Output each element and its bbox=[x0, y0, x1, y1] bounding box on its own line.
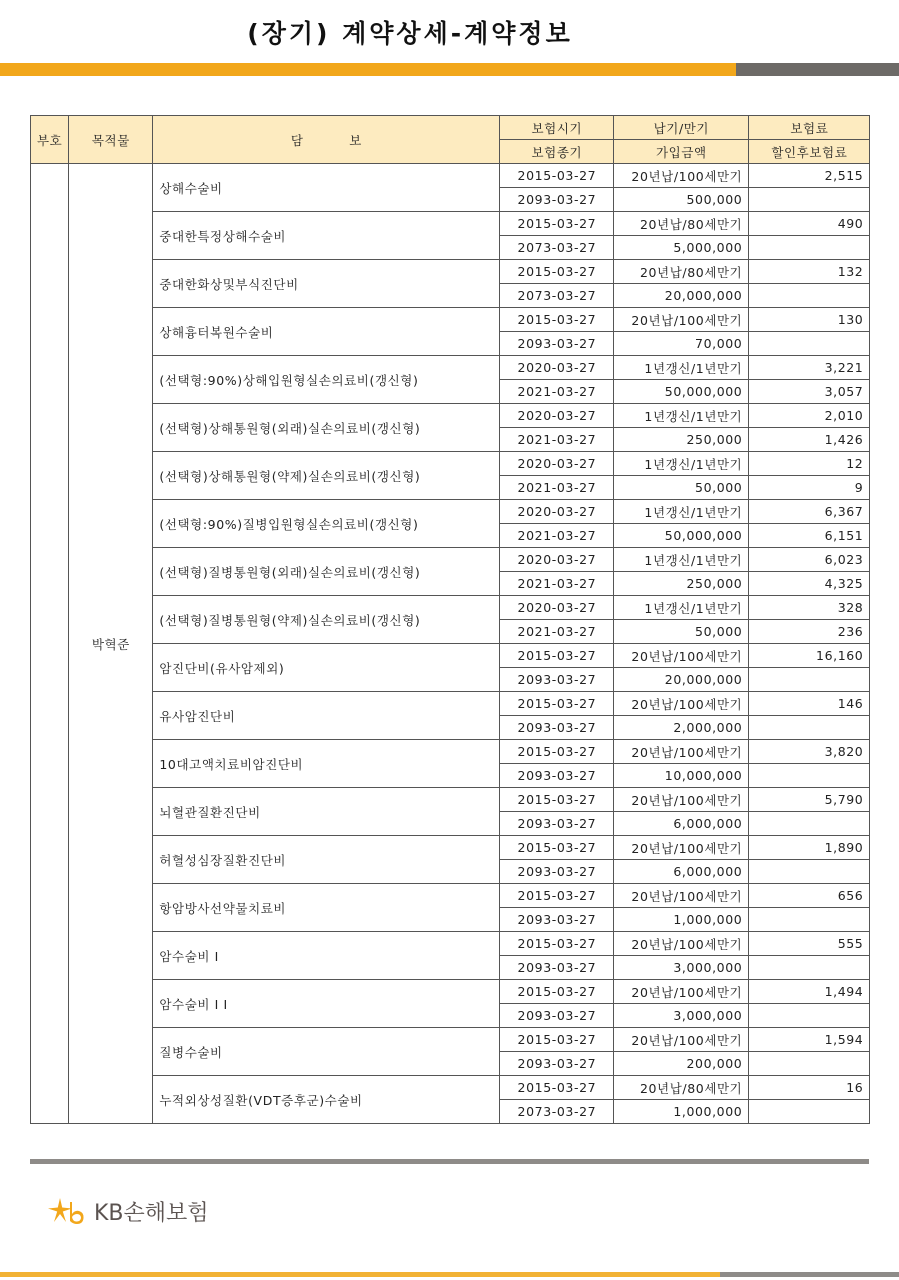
pay-period-cell: 20년납/80세만기 bbox=[614, 212, 749, 236]
pay-period-cell: 1년갱신/1년만기 bbox=[614, 452, 749, 476]
premium-cell: 12 bbox=[749, 452, 870, 476]
pay-period-cell: 20년납/100세만기 bbox=[614, 836, 749, 860]
amount-cell: 1,000,000 bbox=[614, 1100, 749, 1124]
table-row bbox=[31, 164, 870, 188]
amount-cell: 50,000,000 bbox=[614, 380, 749, 404]
pay-period-cell: 20년납/100세만기 bbox=[614, 308, 749, 332]
table-row bbox=[31, 404, 870, 428]
pay-period-cell: 20년납/100세만기 bbox=[614, 692, 749, 716]
premium-cell: 3,221 bbox=[749, 356, 870, 380]
discounted-premium-cell bbox=[749, 188, 870, 212]
pay-period-cell: 20년납/100세만기 bbox=[614, 788, 749, 812]
amount-cell: 50,000 bbox=[614, 620, 749, 644]
start-date-cell: 2015-03-27 bbox=[500, 644, 614, 668]
bottom-stripe bbox=[0, 1272, 899, 1280]
header-row bbox=[31, 116, 870, 140]
premium-cell: 1,594 bbox=[749, 1028, 870, 1052]
target-name-cell: 박혁준 bbox=[69, 164, 153, 1124]
pay-period-cell: 20년납/100세만기 bbox=[614, 980, 749, 1004]
table-row bbox=[31, 356, 870, 380]
premium-cell: 490 bbox=[749, 212, 870, 236]
discounted-premium-cell bbox=[749, 956, 870, 980]
end-date-cell: 2073-03-27 bbox=[500, 1100, 614, 1124]
start-date-cell: 2015-03-27 bbox=[500, 308, 614, 332]
amount-cell: 2,000,000 bbox=[614, 716, 749, 740]
table-row bbox=[31, 740, 870, 764]
table-row bbox=[31, 596, 870, 620]
col-header-end: 보험종기 bbox=[500, 140, 614, 164]
coverage-name-cell: (선택형)상해통원형(약제)실손의료비(갱신형) bbox=[153, 452, 500, 500]
amount-cell: 6,000,000 bbox=[614, 860, 749, 884]
coverage-name-cell: 암수술비 I I bbox=[153, 980, 500, 1028]
discounted-premium-cell: 6,151 bbox=[749, 524, 870, 548]
discounted-premium-cell bbox=[749, 284, 870, 308]
start-date-cell: 2015-03-27 bbox=[500, 980, 614, 1004]
kb-star-icon bbox=[48, 1196, 88, 1226]
logo-text: KB손해보험 bbox=[94, 1200, 209, 1226]
coverage-name-cell: (선택형)질병통원형(약제)실손의료비(갱신형) bbox=[153, 596, 500, 644]
end-date-cell: 2021-03-27 bbox=[500, 380, 614, 404]
coverage-name-cell: 뇌혈관질환진단비 bbox=[153, 788, 500, 836]
end-date-cell: 2073-03-27 bbox=[500, 236, 614, 260]
coverage-name-cell: 허혈성심장질환진단비 bbox=[153, 836, 500, 884]
premium-cell: 132 bbox=[749, 260, 870, 284]
coverage-name-cell: 10대고액치료비암진단비 bbox=[153, 740, 500, 788]
end-date-cell: 2093-03-27 bbox=[500, 716, 614, 740]
pay-period-cell: 1년갱신/1년만기 bbox=[614, 356, 749, 380]
table-row bbox=[31, 308, 870, 332]
pay-period-cell: 20년납/100세만기 bbox=[614, 932, 749, 956]
start-date-cell: 2015-03-27 bbox=[500, 164, 614, 188]
coverage-name-cell: (선택형)상해통원형(외래)실손의료비(갱신형) bbox=[153, 404, 500, 452]
table-row bbox=[31, 836, 870, 860]
premium-cell: 16,160 bbox=[749, 644, 870, 668]
discounted-premium-cell bbox=[749, 1004, 870, 1028]
amount-cell: 50,000,000 bbox=[614, 524, 749, 548]
discounted-premium-cell: 1,426 bbox=[749, 428, 870, 452]
end-date-cell: 2093-03-27 bbox=[500, 332, 614, 356]
discounted-premium-cell bbox=[749, 236, 870, 260]
coverage-name-cell: (선택형)질병통원형(외래)실손의료비(갱신형) bbox=[153, 548, 500, 596]
premium-cell: 2,515 bbox=[749, 164, 870, 188]
col-header-target: 목적물 bbox=[69, 116, 153, 164]
coverage-name-cell: 항암방사선약물치료비 bbox=[153, 884, 500, 932]
start-date-cell: 2015-03-27 bbox=[500, 740, 614, 764]
coverage-name-cell: 상해흉터복원수술비 bbox=[153, 308, 500, 356]
table-row bbox=[31, 932, 870, 956]
discounted-premium-cell bbox=[749, 860, 870, 884]
discounted-premium-cell bbox=[749, 332, 870, 356]
discounted-premium-cell bbox=[749, 812, 870, 836]
amount-cell: 3,000,000 bbox=[614, 956, 749, 980]
coverage-name-cell: 중대한화상및부식진단비 bbox=[153, 260, 500, 308]
table-row bbox=[31, 644, 870, 668]
col-header-pay-period: 납기/만기 bbox=[614, 116, 749, 140]
table-row bbox=[31, 500, 870, 524]
coverage-name-cell: 유사암진단비 bbox=[153, 692, 500, 740]
pay-period-cell: 20년납/100세만기 bbox=[614, 164, 749, 188]
coverage-name-cell: (선택형:90%)상해입원형실손의료비(갱신형) bbox=[153, 356, 500, 404]
amount-cell: 1,000,000 bbox=[614, 908, 749, 932]
table-row bbox=[31, 980, 870, 1004]
amount-cell: 6,000,000 bbox=[614, 812, 749, 836]
table-row bbox=[31, 1076, 870, 1100]
end-date-cell: 2093-03-27 bbox=[500, 908, 614, 932]
end-date-cell: 2021-03-27 bbox=[500, 428, 614, 452]
start-date-cell: 2015-03-27 bbox=[500, 212, 614, 236]
footer-divider bbox=[30, 1159, 869, 1164]
pay-period-cell: 1년갱신/1년만기 bbox=[614, 404, 749, 428]
premium-cell: 555 bbox=[749, 932, 870, 956]
col-header-amount: 가입금액 bbox=[614, 140, 749, 164]
col-header-coverage: 담 보 bbox=[153, 116, 500, 164]
premium-cell: 5,790 bbox=[749, 788, 870, 812]
premium-cell: 2,010 bbox=[749, 404, 870, 428]
end-date-cell: 2021-03-27 bbox=[500, 572, 614, 596]
coverage-name-cell: 상해수술비 bbox=[153, 164, 500, 212]
end-date-cell: 2093-03-27 bbox=[500, 1004, 614, 1028]
pay-period-cell: 1년갱신/1년만기 bbox=[614, 500, 749, 524]
premium-cell: 656 bbox=[749, 884, 870, 908]
discounted-premium-cell: 9 bbox=[749, 476, 870, 500]
discounted-premium-cell bbox=[749, 764, 870, 788]
start-date-cell: 2015-03-27 bbox=[500, 932, 614, 956]
discounted-premium-cell: 3,057 bbox=[749, 380, 870, 404]
end-date-cell: 2021-03-27 bbox=[500, 524, 614, 548]
contract-coverage-table bbox=[30, 115, 870, 1124]
table-row bbox=[31, 692, 870, 716]
amount-cell: 50,000 bbox=[614, 476, 749, 500]
discounted-premium-cell bbox=[749, 1052, 870, 1076]
premium-cell: 328 bbox=[749, 596, 870, 620]
discounted-premium-cell bbox=[749, 1100, 870, 1124]
start-date-cell: 2020-03-27 bbox=[500, 356, 614, 380]
coverage-name-cell: 중대한특정상해수술비 bbox=[153, 212, 500, 260]
start-date-cell: 2020-03-27 bbox=[500, 452, 614, 476]
amount-cell: 250,000 bbox=[614, 428, 749, 452]
pay-period-cell: 20년납/100세만기 bbox=[614, 1028, 749, 1052]
table-row bbox=[31, 548, 870, 572]
premium-cell: 146 bbox=[749, 692, 870, 716]
end-date-cell: 2093-03-27 bbox=[500, 188, 614, 212]
pay-period-cell: 1년갱신/1년만기 bbox=[614, 548, 749, 572]
amount-cell: 500,000 bbox=[614, 188, 749, 212]
premium-cell: 3,820 bbox=[749, 740, 870, 764]
pay-period-cell: 1년갱신/1년만기 bbox=[614, 596, 749, 620]
end-date-cell: 2093-03-27 bbox=[500, 764, 614, 788]
coverage-name-cell: (선택형:90%)질병입원형실손의료비(갱신형) bbox=[153, 500, 500, 548]
page-title: (장기) 계약상세-계약정보 bbox=[247, 19, 573, 48]
discounted-premium-cell: 4,325 bbox=[749, 572, 870, 596]
discounted-premium-cell bbox=[749, 716, 870, 740]
pay-period-cell: 20년납/100세만기 bbox=[614, 884, 749, 908]
start-date-cell: 2020-03-27 bbox=[500, 548, 614, 572]
end-date-cell: 2093-03-27 bbox=[500, 1052, 614, 1076]
start-date-cell: 2015-03-27 bbox=[500, 1076, 614, 1100]
amount-cell: 70,000 bbox=[614, 332, 749, 356]
amount-cell: 20,000,000 bbox=[614, 284, 749, 308]
company-logo bbox=[48, 1196, 209, 1226]
coverage-name-cell: 암진단비(유사암제외) bbox=[153, 644, 500, 692]
table-row bbox=[31, 260, 870, 284]
end-date-cell: 2073-03-27 bbox=[500, 284, 614, 308]
start-date-cell: 2015-03-27 bbox=[500, 260, 614, 284]
start-date-cell: 2020-03-27 bbox=[500, 404, 614, 428]
pay-period-cell: 20년납/100세만기 bbox=[614, 644, 749, 668]
table-row bbox=[31, 788, 870, 812]
table-row bbox=[31, 1028, 870, 1052]
start-date-cell: 2015-03-27 bbox=[500, 692, 614, 716]
start-date-cell: 2015-03-27 bbox=[500, 836, 614, 860]
table-row bbox=[31, 452, 870, 476]
col-header-discounted: 할인후보험료 bbox=[749, 140, 870, 164]
premium-cell: 1,494 bbox=[749, 980, 870, 1004]
discounted-premium-cell bbox=[749, 668, 870, 692]
end-date-cell: 2093-03-27 bbox=[500, 668, 614, 692]
coverage-name-cell: 질병수술비 bbox=[153, 1028, 500, 1076]
pay-period-cell: 20년납/80세만기 bbox=[614, 1076, 749, 1100]
amount-cell: 5,000,000 bbox=[614, 236, 749, 260]
amount-cell: 10,000,000 bbox=[614, 764, 749, 788]
end-date-cell: 2093-03-27 bbox=[500, 860, 614, 884]
start-date-cell: 2015-03-27 bbox=[500, 1028, 614, 1052]
table-row bbox=[31, 212, 870, 236]
premium-cell: 1,890 bbox=[749, 836, 870, 860]
coverage-name-cell: 암수술비 I bbox=[153, 932, 500, 980]
start-date-cell: 2015-03-27 bbox=[500, 788, 614, 812]
col-header-start: 보험시기 bbox=[500, 116, 614, 140]
premium-cell: 130 bbox=[749, 308, 870, 332]
discounted-premium-cell bbox=[749, 908, 870, 932]
amount-cell: 3,000,000 bbox=[614, 1004, 749, 1028]
end-date-cell: 2021-03-27 bbox=[500, 620, 614, 644]
header-divider bbox=[0, 63, 899, 76]
premium-cell: 6,367 bbox=[749, 500, 870, 524]
end-date-cell: 2093-03-27 bbox=[500, 812, 614, 836]
pay-period-cell: 20년납/100세만기 bbox=[614, 740, 749, 764]
pay-period-cell: 20년납/80세만기 bbox=[614, 260, 749, 284]
coverage-name-cell: 누적외상성질환(VDT증후군)수술비 bbox=[153, 1076, 500, 1124]
premium-cell: 6,023 bbox=[749, 548, 870, 572]
amount-cell: 20,000,000 bbox=[614, 668, 749, 692]
end-date-cell: 2021-03-27 bbox=[500, 476, 614, 500]
discounted-premium-cell: 236 bbox=[749, 620, 870, 644]
start-date-cell: 2020-03-27 bbox=[500, 596, 614, 620]
amount-cell: 250,000 bbox=[614, 572, 749, 596]
end-date-cell: 2093-03-27 bbox=[500, 956, 614, 980]
no-cell bbox=[31, 164, 69, 1124]
premium-cell: 16 bbox=[749, 1076, 870, 1100]
col-header-no: 부호 bbox=[31, 116, 69, 164]
start-date-cell: 2020-03-27 bbox=[500, 500, 614, 524]
amount-cell: 200,000 bbox=[614, 1052, 749, 1076]
table-row bbox=[31, 884, 870, 908]
col-header-premium: 보험료 bbox=[749, 116, 870, 140]
start-date-cell: 2015-03-27 bbox=[500, 884, 614, 908]
